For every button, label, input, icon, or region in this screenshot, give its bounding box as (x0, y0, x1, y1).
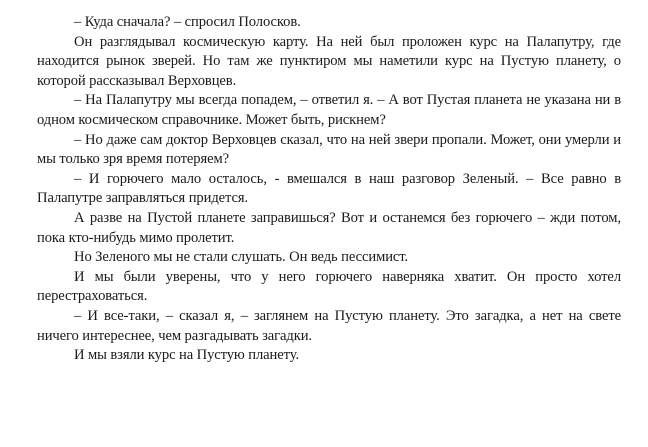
paragraph-2: Он разглядывал космическую карту. На ней был проложен курс на Палапутру, где находится рынок зверей. Но там же пунктиром мы наметили курс на Пустую планету, о которой рассказывал Верховцев. (37, 33, 621, 89)
paragraph-4: – Но даже сам доктор Верховцев сказал, что на ней звери пропали. Может, они умерли и мы только зря время потеряем? (37, 131, 621, 168)
paragraph-7: Но Зеленого мы не стали слушать. Он ведь пессимист. (74, 249, 409, 266)
paragraph-6: А разве на Пустой планете заправишься? Вот и останемся без горючего – жди потом, пока кто-нибудь мимо пролетит. (37, 209, 621, 246)
paragraph-10: И мы взяли курс на Пустую планету. (74, 347, 299, 364)
story-text (37, 13, 621, 366)
paragraph-5: – И горючего мало осталось, - вмешался в наш разговор Зеленый. – Все равно в Палапутре заправляться придется. (37, 170, 621, 207)
paragraph-8: И мы были уверены, что у него горючего наверняка хватит. Он просто хотел перестраховаться. (37, 268, 621, 305)
paragraph-3: – На Палапутру мы всегда попадем, – ответил я. – А вот Пустая планета не указана ни в одном космическом справочнике. Может быть, рискнем? (37, 92, 621, 128)
paragraph-1: – Куда сначала? – спросил Полосков. (74, 14, 301, 30)
paragraph-9: – И все-таки, – сказал я, – заглянем на Пустую планету. Это загадка, а нет на свете ничего интереснее, чем разгадывать загадки. (37, 307, 621, 344)
